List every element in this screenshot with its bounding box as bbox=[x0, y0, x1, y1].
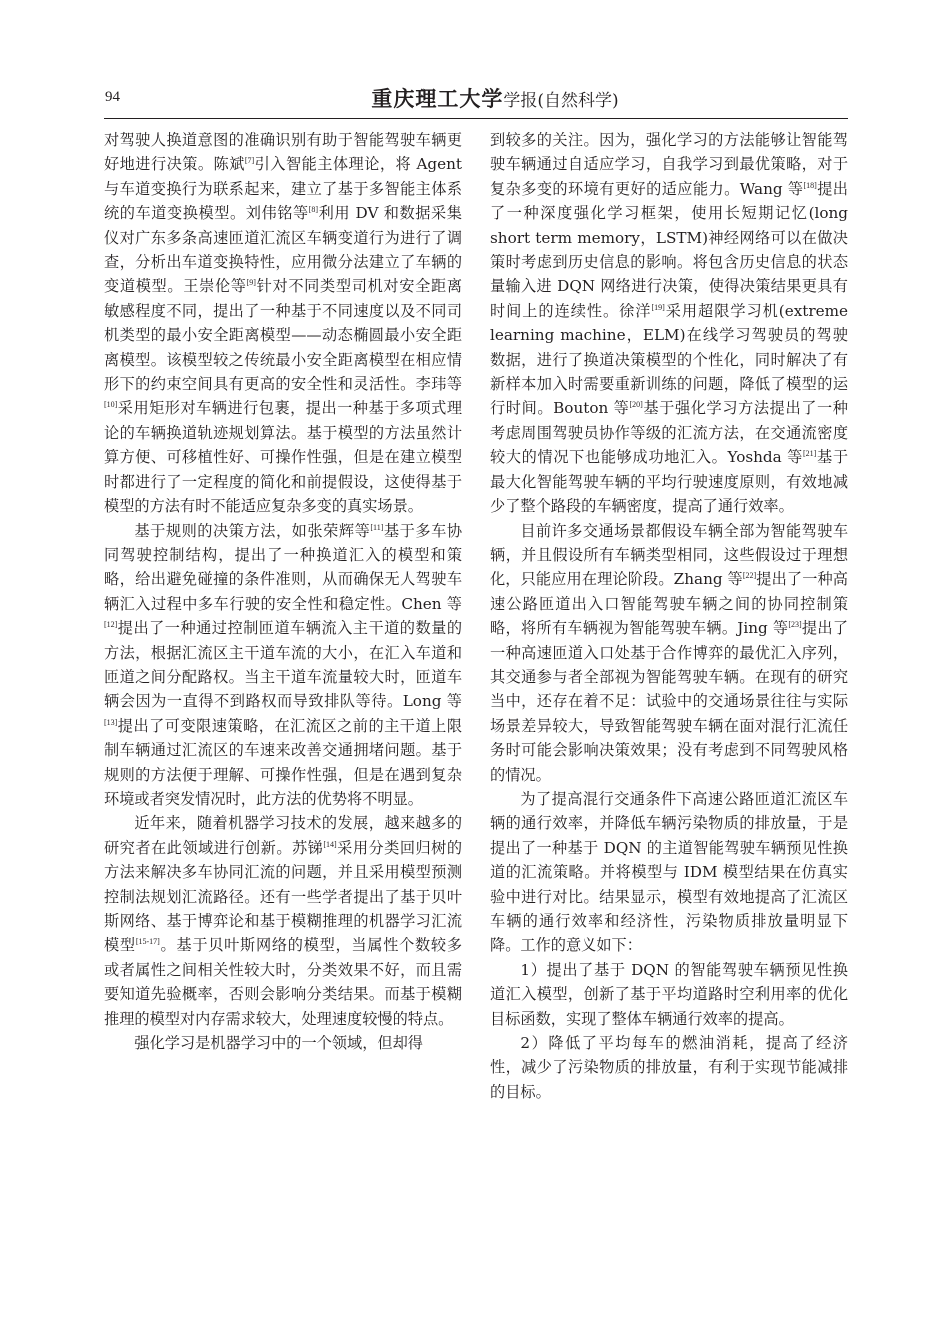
text-run: 基于多车协同驾驶控制结构，提出了一种换道汇入的模型和策略，给出避免碰撞的条件准则，从而确保无人驾驶车辆汇入过程中多车行驶的安全性和稳定性。Chen 等 bbox=[104, 521, 463, 613]
text-run: 采用矩形对车辆进行包裹，提出一种基于多项式理论的车辆换道轨迹规划算法。基于模型的方法虽然计算方便、可移植性好、可操作性强，但是在建立模型时都进行了一定程度的简化和前提假设，这使得基于模型的方法有时不能适应复杂多变的真实场景。 bbox=[104, 399, 462, 516]
journal-name: 重庆理工大学 bbox=[371, 86, 504, 111]
citation: [19] bbox=[651, 302, 665, 312]
text-run: 采用超限学习机(extreme learning machine，ELM)在线学习驾驶员的驾驶数据，进行了换道决策模型的个性化，同时解决了有新样本加入时需要重新训练的问题，降低了模型的运行时间。Bouton 等 bbox=[490, 301, 848, 418]
paragraph bbox=[490, 787, 848, 958]
citation: [18] bbox=[803, 180, 817, 190]
list-item bbox=[490, 1031, 848, 1104]
paragraph bbox=[104, 128, 462, 519]
text-run: 提出了一种深度强化学习框架，使用长短期记忆(long short term memory，LSTM)神经网络可以在做决策时考虑到历史信息的影响。将包含历史信息的状态量输入进 DQN 网络进行决策，使得决策结果更具有时间上的连续性。徐洋 bbox=[490, 179, 848, 320]
citation: [8] bbox=[308, 205, 319, 215]
left-column bbox=[104, 128, 462, 1055]
citation: [12] bbox=[104, 620, 118, 630]
text-run: 引入智能主体理论，将 Agent 与车道变换行为联系起来，建立了基于多智能主体系统的车道变换模型。刘伟铭等 bbox=[104, 155, 463, 223]
text-run: 提出了一种通过控制匝道车辆流入主干道的数量的方法，根据汇流区主干道车流的大小，在汇入车道和匝道之间分配路权。当主干道车流量较大时，匝道车辆会因为一直得不到路权而导致排队等待。Long 等 bbox=[104, 619, 462, 711]
list-item bbox=[490, 958, 848, 1031]
citation: [9] bbox=[246, 278, 256, 288]
text-run: 提出了一种高速公路匝道出入口智能驾驶车辆之间的协同控制策略，将所有车辆视为智能驾驶车辆。Jing 等 bbox=[490, 570, 848, 638]
text-run: 针对不同类型司机对安全距离敏感程度不同，提出了一种基于不同速度以及不同司机类型的最小安全距离模型——动态椭圆最小安全距离模型。该模型较之传统最小安全距离模型在相应情形下的约束空间具有更高的安全性和灵活性。李玮等 bbox=[104, 277, 463, 394]
text-run: 1）提出了基于 DQN 的智能驾驶车辆预见性换道汇入模型，创新了基于平均道路时空利用率的优化目标函数，实现了整体车辆通行效率的提高。 bbox=[490, 960, 848, 1028]
text-run: 对驾驶人换道意图的准确识别有助于智能驾驶车辆更好地进行决策。陈斌 bbox=[104, 131, 462, 174]
paragraph bbox=[104, 811, 462, 1031]
text-run: 为了提高混行交通条件下高速公路匝道汇流区车辆的通行效率，并降低车辆污染物质的排放量，于是提出了一种基于 DQN 的主道智能驾驶车辆预见性换道的汇流策略。并将模型与 IDM 模型结果在仿真实验中进行对比。结果显示，模型有效地提高了汇流区车辆的通行效率和经济性，污染物质排放量明显下降。工作的意义如下： bbox=[490, 789, 848, 955]
journal-title bbox=[0, 83, 950, 113]
paragraph bbox=[490, 519, 848, 787]
citation: [15-17] bbox=[135, 937, 160, 947]
citation: [11] bbox=[370, 522, 384, 532]
text-run: 提出了可变限速策略，在汇流区之前的主干道上限制车辆通过汇流区的车速来改善交通拥堵问题。基于规则的方法便于理解、可操作性强，但是在遇到复杂环境或者突发情况时，此方法的优势将不明显。 bbox=[104, 716, 462, 808]
citation: [13] bbox=[104, 717, 118, 727]
right-column bbox=[490, 128, 848, 1104]
paragraph bbox=[104, 1031, 462, 1055]
citation: [7] bbox=[244, 156, 255, 166]
text-run: 利用 DV 和数据采集仪对广东多条高速匝道汇流区车辆变道行为进行了调查，分析出车道变换特性，应用微分法建立了车辆的变道模型。王崇伦等 bbox=[104, 204, 462, 296]
citation: [23] bbox=[788, 620, 802, 630]
citation: [20] bbox=[629, 400, 643, 410]
text-run: 基于强化学习方法提出了一种考虑周围驾驶员协作等级的汇流方法，在交通流密度较大的情况下也能够成功地汇入。Yoshda 等 bbox=[490, 399, 848, 467]
text-run: 目前许多交通场景都假设车辆全部为智能驾驶车辆，并且假设所有车辆类型相同，这些假设过于理想化，只能应用在理论阶段。Zhang 等 bbox=[490, 521, 848, 589]
page-number: 94 bbox=[105, 89, 120, 105]
text-run: 近年来，随着机器学习技术的发展，越来越多的研究者在此领域进行创新。苏锑 bbox=[104, 814, 462, 857]
text-run: 提出了一种高速匝道入口处基于合作博弈的最优汇入序列，其交通参与者全部视为智能驾驶车辆。在现有的研究当中，还存在着不足：试验中的交通场景往往与实际场景差异较大，导致智能驾驶车辆在面对混行汇流任务时可能会影响决策效果；没有考虑到不同驾驶风格的情况。 bbox=[490, 619, 849, 784]
citation: [22] bbox=[742, 571, 757, 581]
citation: [14] bbox=[323, 839, 337, 849]
text-run: 强化学习是机器学习中的一个领域，但却得 bbox=[134, 1034, 423, 1053]
text-run: 基于规则的决策方法，如张荣辉等 bbox=[134, 521, 371, 540]
text-run: 到较多的关注。因为，强化学习的方法能够让智能驾驶车辆通过自适应学习，自我学习到最优策略，对于复杂多变的环境有更好的适应能力。Wang 等 bbox=[490, 131, 848, 198]
paragraph bbox=[490, 128, 848, 519]
journal-subtitle: 学报(自然科学) bbox=[503, 91, 619, 111]
text-run: 2）降低了平均每车的燃油消耗，提高了经济性，减少了污染物质的排放量，有利于实现节能减排的目标。 bbox=[490, 1034, 848, 1101]
text-run: 采用分类回归树的方法来解决多车协同汇流的问题，并且采用模型预测控制法规划汇流路径。还有一些学者提出了基于贝叶斯网络、基于博弈论和基于模糊推理的机器学习汇流模型 bbox=[104, 838, 463, 955]
text-run: 。基于贝叶斯网络的模型，当属性个数较多或者属性之间相关性较大时，分类效果不好，而且需要知道先验概率，否则会影响分类结果。而基于模糊推理的模型对内存需求较大，处理速度较慢的特点。 bbox=[104, 936, 463, 1028]
citation: [10] bbox=[104, 400, 118, 410]
citation: [21] bbox=[803, 449, 817, 459]
text-run: 基于最大化智能驾驶车辆的平均行驶速度原则，有效地减少了整个路段的车辆密度，提高了通行效率。 bbox=[490, 448, 849, 516]
paragraph bbox=[104, 519, 462, 812]
header-rule bbox=[104, 118, 848, 119]
